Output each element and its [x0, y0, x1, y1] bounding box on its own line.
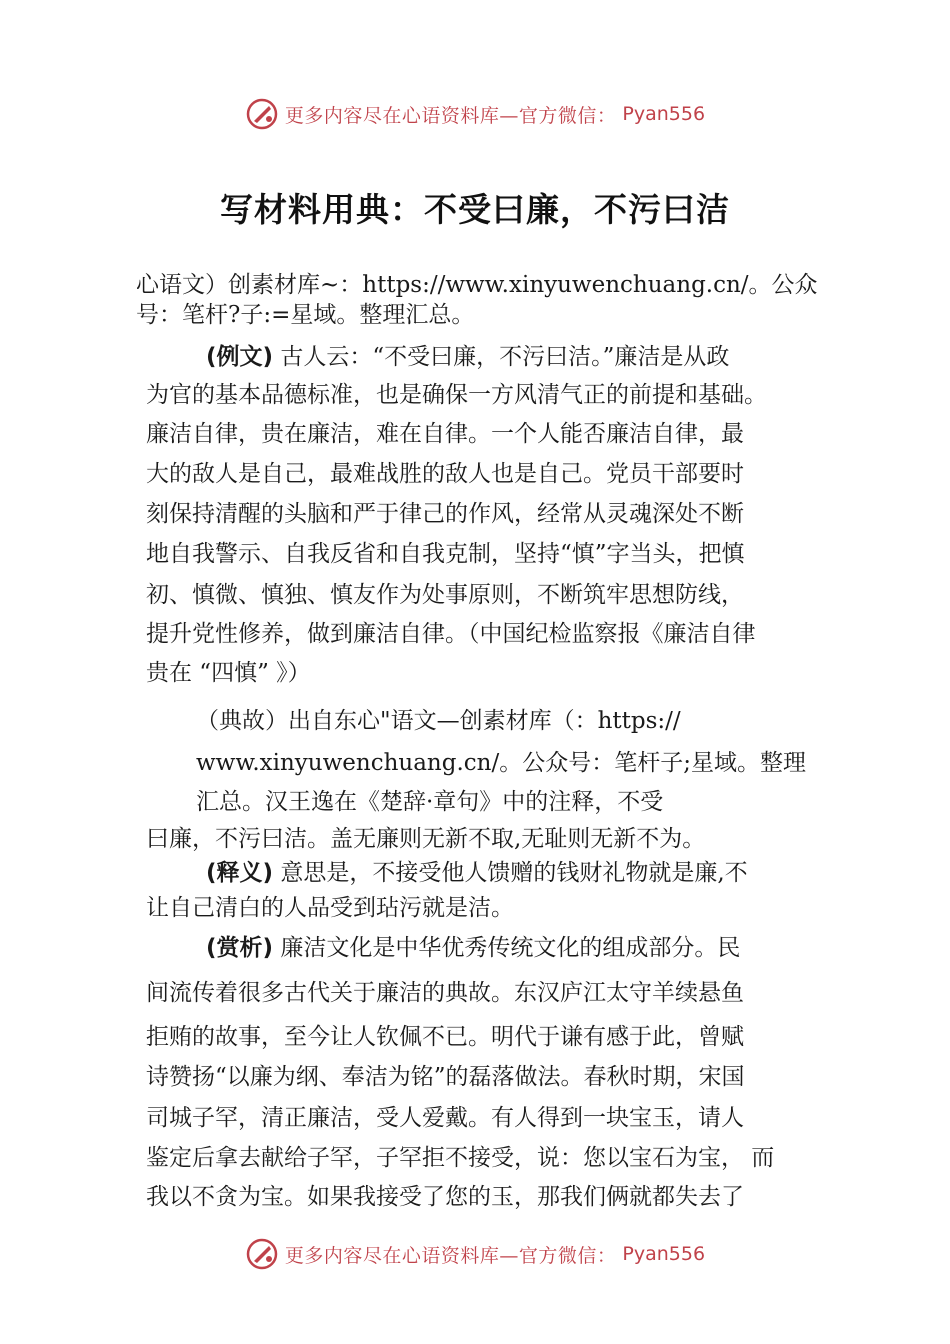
appreciation-tag: (赏析) [206, 935, 274, 961]
meaning-tag: (释义) [206, 860, 274, 886]
example-line: 提升党性修养，做到廉洁自律。（中国纪检监察报《廉洁自律 [146, 621, 756, 647]
appreciation-first-line [206, 933, 740, 963]
example-line: 地自我警示、自我反省和自我克制，坚持“慎”字当头，把慎 [146, 541, 745, 567]
banner-text: 更多内容尽在心语资料库—官方微信： [284, 104, 617, 127]
example-line: 贵在 “四慎” 》） [146, 660, 311, 686]
meaning-line: 让自己清白的人品受到玷污就是洁。 [146, 895, 514, 921]
source-line: 号：笔杆?子:=星域。整理汇总。 [136, 302, 475, 328]
allusion-line: www.xinyuwenchuang.cn/。公众号：笔杆子;星域。整理 [196, 750, 806, 776]
banner-text: 更多内容尽在心语资料库—官方微信： [284, 1244, 617, 1267]
example-tag: (例文) [206, 344, 274, 370]
allusion-line: （典故）出自东心"语文—创素材库（：https:// [196, 708, 681, 734]
appreciation-line: 间流传着很多古代关于廉洁的典故。东汉庐江太守羊续悬鱼 [146, 980, 744, 1006]
banner-wechat-id: Pyan556 [622, 1243, 706, 1265]
appreciation-line: 鉴定后拿去献给子罕，子罕拒不接受，说：您以宝石为宝， 而 [146, 1145, 775, 1171]
example-text: 古人云：“不受曰廉，不污曰洁。”廉洁是从政 [280, 344, 730, 370]
example-first-line [206, 342, 729, 372]
meaning-text: 意思是，不接受他人馈赠的钱财礼物就是廉,不 [280, 860, 748, 886]
banner-wechat-id: Pyan556 [622, 103, 706, 125]
source-line: 心语文）创素材库~：https://www.xinyuwenchuang.cn/。公众 [136, 272, 818, 298]
appreciation-line: 诗赞扬“以廉为纲、奉洁为铭”的磊落做法。春秋时期，宋国 [146, 1064, 745, 1090]
allusion-line: 曰廉，不污曰洁。盖无廉则无新不取,无耻则无新不为。 [146, 826, 706, 852]
footer-banner [0, 1234, 950, 1274]
example-line: 大的敌人是自己，最难战胜的敌人也是自己。党员干部要时 [146, 461, 744, 487]
example-line: 为官的基本品德标准，也是确保一方风清气正的前提和基础。 [146, 382, 767, 408]
header-banner [0, 94, 950, 134]
example-line: 刻保持清醒的头脑和严于律己的作风，经常从灵魂深处不断 [146, 501, 744, 527]
allusion-line: 汇总。汉王逸在《楚辞·章句》中的注释，不受 [196, 789, 664, 815]
brand-logo-icon [245, 1237, 279, 1271]
brand-logo-icon [245, 97, 279, 131]
example-line: 初、慎微、慎独、慎友作为处事原则，不断筑牢思想防线， [146, 582, 744, 608]
appreciation-line: 拒贿的故事，至今让人钦佩不已。明代于谦有感于此，曾赋 [146, 1024, 744, 1050]
example-line: 廉洁自律，贵在廉洁，难在自律。一个人能否廉洁自律，最 [146, 421, 744, 447]
appreciation-line: 我以不贪为宝。如果我接受了您的玉，那我们俩就都失去了 [146, 1184, 744, 1210]
page-title: 写材料用典：不受曰廉，不污曰洁 [220, 190, 730, 229]
appreciation-text: 廉洁文化是中华优秀传统文化的组成部分。民 [280, 935, 741, 961]
meaning-first-line [206, 858, 748, 888]
appreciation-line: 司城子罕，清正廉洁，受人爱戴。有人得到一块宝玉，请人 [146, 1105, 744, 1131]
